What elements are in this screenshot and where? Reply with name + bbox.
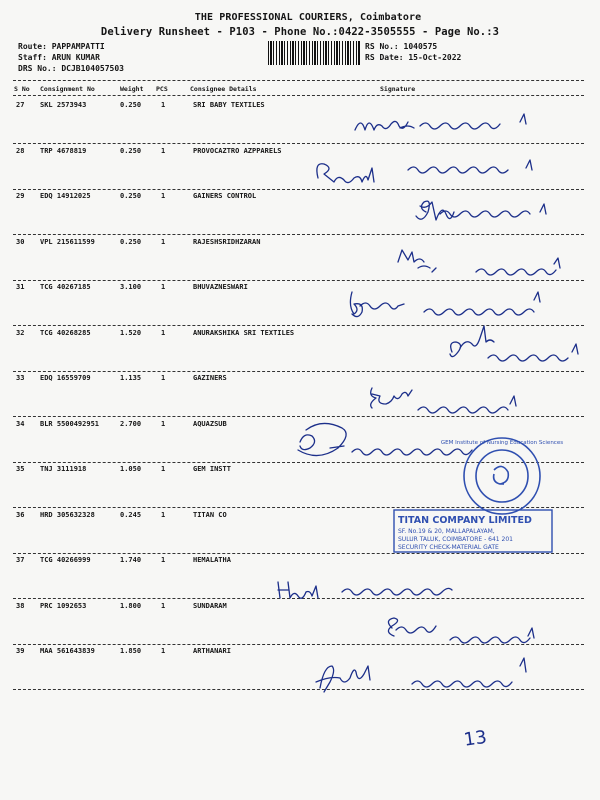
row-consignment-no: EDQ 14912025 [40, 192, 91, 200]
row-consignment-no: TRP 4678819 [40, 146, 87, 155]
phone-mark [412, 658, 526, 687]
drs-number: DRS No.: DCJB104057503 [18, 64, 124, 73]
row-weight: 0.250 [120, 146, 142, 155]
row-sno: 32 [16, 328, 25, 337]
row-consignee-details: GAINERS CONTROL [193, 192, 257, 200]
row-sno: 36 [16, 510, 25, 519]
rs-date: RS Date: 15-Oct-2022 [365, 53, 462, 62]
signature-mark [371, 388, 412, 408]
phone-mark [418, 396, 516, 413]
row-sno: 28 [16, 146, 25, 155]
row-consignment-no: TCG 40268285 [40, 328, 91, 337]
row-consignment-no: PRC 1092653 [40, 601, 87, 610]
row-consignee-details: HEMALATHA [193, 556, 231, 564]
row-consignee-details: GEM INSTT [193, 465, 231, 473]
row-pcs: 1 [161, 192, 166, 200]
row-consignee-details: ARTHANARI [193, 647, 231, 655]
row-pcs: 1 [161, 283, 166, 291]
row-pcs: 1 [161, 465, 166, 473]
phone-mark [420, 114, 526, 129]
phone-mark [440, 204, 546, 217]
route-label: Route: PAPPAMPATTI [18, 42, 105, 51]
titan-stamp-line4: SECURITY CHECK-MATERIAL GATE [398, 544, 499, 551]
row-sno: 31 [16, 283, 25, 291]
row-weight: 0.250 [120, 237, 142, 246]
col-sno: S No [14, 85, 30, 93]
signature-mark [450, 326, 494, 357]
row-pcs: 1 [161, 101, 166, 109]
row-consignee-details: SUNDARAM [193, 601, 227, 610]
row-sno: 35 [16, 465, 25, 473]
phone-mark [450, 628, 534, 643]
row-consignee-details: AQUAZSUB [193, 419, 227, 428]
row-consignee-details: PROVOCAZTRO AZPPARELS [193, 146, 282, 155]
signature-mark [355, 121, 414, 130]
staff-label: Staff: ARUN KUMAR [18, 53, 100, 62]
row-pcs: 1 [161, 419, 166, 428]
row-consignment-no: SKL 2573943 [40, 101, 87, 109]
row-pcs: 1 [161, 237, 166, 246]
row-weight: 1.520 [120, 328, 142, 337]
row-consignment-no: TCG 40266999 [40, 556, 91, 564]
titan-stamp-line1: TITAN COMPANY LIMITED [398, 515, 532, 526]
signature-mark [388, 618, 436, 636]
row-consignee-details: SRI BABY TEXTILES [193, 101, 265, 109]
row-consignment-no: BLR 5500492951 [40, 419, 100, 428]
row-pcs: 1 [161, 510, 166, 519]
row-sno: 29 [16, 192, 25, 200]
row-sno: 38 [16, 601, 25, 610]
phone-mark [342, 588, 452, 595]
row-weight: 1.050 [120, 465, 142, 473]
row-weight: 1.135 [120, 374, 142, 382]
col-signature: Signature [380, 85, 416, 93]
titan-stamp [394, 510, 552, 552]
titan-stamp-line2: SF. No.19 & 20, MALLAPALAYAM, [398, 528, 495, 535]
row-pcs: 1 [161, 601, 166, 610]
phone-mark [424, 292, 540, 315]
row-pcs: 1 [161, 146, 166, 155]
row-consignment-no: TCG 40267185 [40, 283, 91, 291]
row-consignment-no: HRD 305632328 [40, 510, 95, 519]
rs-number: RS No.: 1040575 [365, 42, 438, 51]
titan-stamp-line3: SULUR TALUK, COIMBATORE - 641 201 [398, 536, 513, 543]
signature-mark [317, 164, 374, 183]
company-title: THE PROFESSIONAL COURIERS, Coimbatore [194, 12, 422, 23]
row-weight: 3.100 [120, 283, 142, 291]
row-weight: 0.250 [120, 192, 142, 200]
signature-mark [278, 582, 318, 598]
row-pcs: 1 [161, 374, 166, 382]
phone-mark [352, 449, 472, 455]
col-details: Consignee Details [190, 85, 257, 93]
row-weight: 2.700 [120, 419, 142, 428]
page-mark: 13 [462, 726, 489, 751]
col-weight: Weight [120, 85, 144, 93]
signature-mark [316, 666, 370, 692]
row-pcs: 1 [161, 647, 166, 655]
row-sno: 39 [16, 647, 25, 655]
row-consignment-no: VPL 215611599 [40, 237, 95, 246]
row-consignee-details: ANURAKSHIKA SRI TEXTILES [193, 328, 295, 337]
row-weight: 0.245 [120, 510, 142, 519]
row-sno: 27 [16, 101, 25, 109]
signature-mark [298, 423, 346, 455]
row-sno: 37 [16, 556, 25, 564]
row-weight: 1.800 [120, 601, 142, 610]
col-pcs: PCS [156, 85, 168, 93]
signature-mark [416, 201, 454, 220]
row-sno: 33 [16, 374, 25, 382]
row-weight: 1.740 [120, 556, 142, 564]
row-consignee-details: GAZINERS [193, 374, 227, 382]
row-consignment-no: MAA 561643839 [40, 647, 95, 655]
col-consignment: Consignment No [40, 85, 95, 93]
row-consignee-details: BHUVAZNESWARI [193, 283, 248, 291]
row-consignee-details: RAJESHSRIDHZARAN [193, 237, 261, 246]
row-consignment-no: EDQ 16559709 [40, 374, 91, 382]
signature-mark [398, 250, 436, 272]
signature-mark [350, 292, 404, 317]
phone-mark [408, 160, 532, 173]
runsheet-subtitle: Delivery Runsheet - P103 - Phone No.:0422-3505555 - Page No.:3 [100, 26, 500, 38]
row-weight: 1.850 [120, 647, 142, 655]
row-consignee-details: TITAN CO [193, 510, 227, 519]
gem-institute-seal-text: GEM Institute of Nursing Education Sciences [440, 440, 564, 446]
row-pcs: 1 [161, 328, 166, 337]
gem-institute-seal [464, 438, 540, 514]
phone-mark [476, 258, 560, 275]
row-consignment-no: TNJ 3111918 [40, 465, 87, 473]
phone-mark [488, 344, 578, 361]
row-sno: 30 [16, 237, 25, 246]
row-sno: 34 [16, 419, 25, 428]
row-weight: 0.250 [120, 101, 142, 109]
row-pcs: 1 [161, 556, 166, 564]
